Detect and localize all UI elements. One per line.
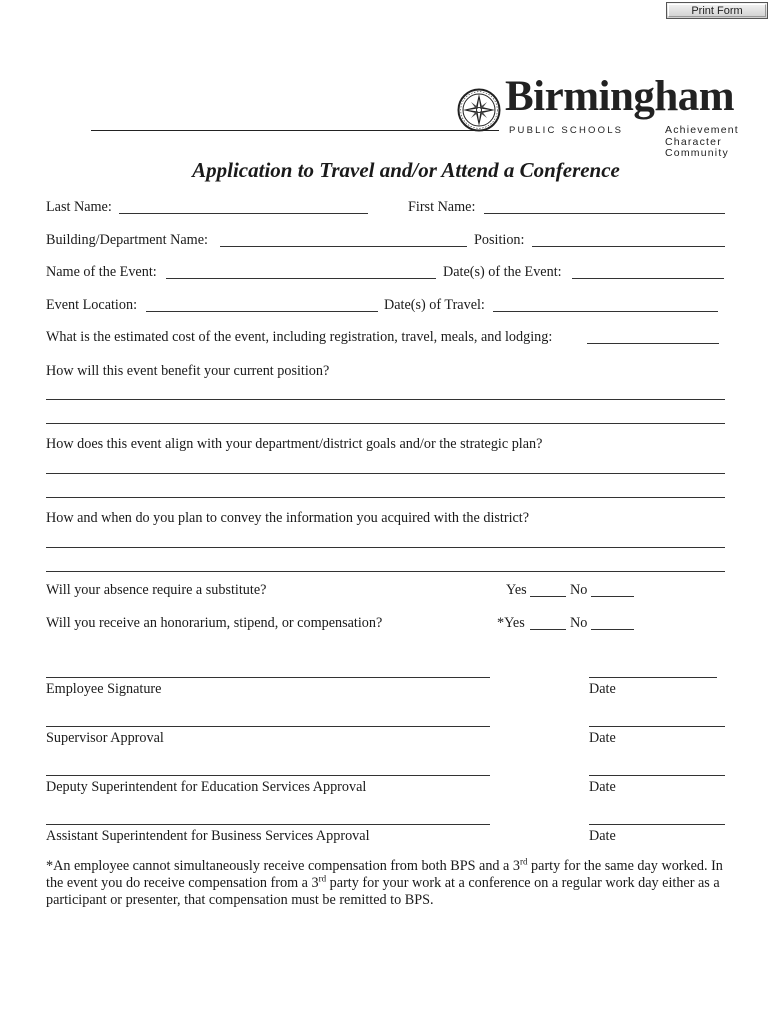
event-name-field[interactable] <box>166 278 436 279</box>
travel-dates-label: Date(s) of Travel: <box>384 297 485 313</box>
supervisor-signature-label: Supervisor Approval <box>46 730 164 746</box>
employee-signature-line[interactable] <box>46 677 490 678</box>
supervisor-signature-line[interactable] <box>46 726 490 727</box>
event-location-label: Event Location: <box>46 297 138 313</box>
substitute-yes-label: Yes <box>506 582 527 598</box>
assistant-date-label: Date <box>589 828 616 844</box>
assistant-date-line[interactable] <box>589 824 725 825</box>
substitute-no-label: No <box>570 582 588 598</box>
logo-tagline <box>665 125 739 160</box>
event-dates-label: Date(s) of the Event: <box>443 264 562 280</box>
supervisor-date-label: Date <box>589 730 616 746</box>
employee-date-label: Date <box>589 681 616 697</box>
convey-answer-line[interactable] <box>46 571 725 572</box>
compensation-question: Will you receive an honorarium, stipend, or compensation? <box>46 615 383 631</box>
deputy-date-label: Date <box>589 779 616 795</box>
align-answer-line[interactable] <box>46 497 725 498</box>
align-question: How does this event align with your department/district goals and/or the strategic plan? <box>46 436 543 452</box>
last-name-field[interactable] <box>119 213 368 214</box>
position-field[interactable] <box>532 246 725 247</box>
cost-question: What is the estimated cost of the event, including registration, travel, meals, and lodging: <box>46 329 553 345</box>
assistant-signature-line[interactable] <box>46 824 490 825</box>
logo-wordmark: Birmingham <box>505 73 735 120</box>
benefit-answer-line[interactable] <box>46 423 725 424</box>
convey-question: How and when do you plan to convey the information you acquired with the district? <box>46 510 530 526</box>
tagline-line: Community <box>665 147 729 159</box>
print-form-button[interactable]: Print Form <box>666 2 768 19</box>
benefit-question: How will this event benefit your current position? <box>46 363 330 379</box>
benefit-answer-line[interactable] <box>46 399 725 400</box>
compensation-footnote: *An employee cannot simultaneously receive compensation from both BPS and a 3rd party for the same day worked. In the event you do receive compensation from a 3rd party for your work at a conference on a regular work day either as a participant or presenter, that compensation must be remitted to BPS. <box>46 856 723 908</box>
supervisor-date-line[interactable] <box>589 726 725 727</box>
compensation-no-label: No <box>570 615 588 631</box>
convey-answer-line[interactable] <box>46 547 725 548</box>
employee-date-line[interactable] <box>589 677 717 678</box>
deputy-date-line[interactable] <box>589 775 725 776</box>
event-location-field[interactable] <box>146 311 378 312</box>
assistant-signature-label: Assistant Superintendent for Business Services Approval <box>46 828 370 844</box>
last-name-label: Last Name: <box>46 199 112 215</box>
tagline-line: Achievement <box>665 124 739 136</box>
first-name-label: First Name: <box>408 199 476 215</box>
substitute-no-field[interactable] <box>591 596 634 597</box>
tagline-line: Character <box>665 135 722 148</box>
travel-dates-field[interactable] <box>493 311 718 312</box>
district-logo <box>455 73 755 164</box>
logo-subtitle: PUBLIC SCHOOLS <box>509 125 624 136</box>
deputy-signature-line[interactable] <box>46 775 490 776</box>
compensation-no-field[interactable] <box>591 629 634 630</box>
substitute-question: Will your absence require a substitute? <box>46 582 267 598</box>
form-title: Application to Travel and/or Attend a Conference <box>192 158 620 182</box>
compass-seal-icon <box>457 88 501 132</box>
first-name-field[interactable] <box>484 213 725 214</box>
header-rule <box>91 130 499 131</box>
deputy-signature-label: Deputy Superintendent for Education Services Approval <box>46 779 367 795</box>
cost-field[interactable] <box>587 343 719 344</box>
event-dates-field[interactable] <box>572 278 724 279</box>
building-label: Building/Department Name: <box>46 232 208 248</box>
event-name-label: Name of the Event: <box>46 264 157 280</box>
building-field[interactable] <box>220 246 467 247</box>
compensation-yes-field[interactable] <box>530 629 566 630</box>
position-label: Position: <box>474 232 525 248</box>
align-answer-line[interactable] <box>46 473 725 474</box>
substitute-yes-field[interactable] <box>530 596 566 597</box>
employee-signature-label: Employee Signature <box>46 681 162 697</box>
compensation-yes-label: *Yes <box>497 615 525 631</box>
